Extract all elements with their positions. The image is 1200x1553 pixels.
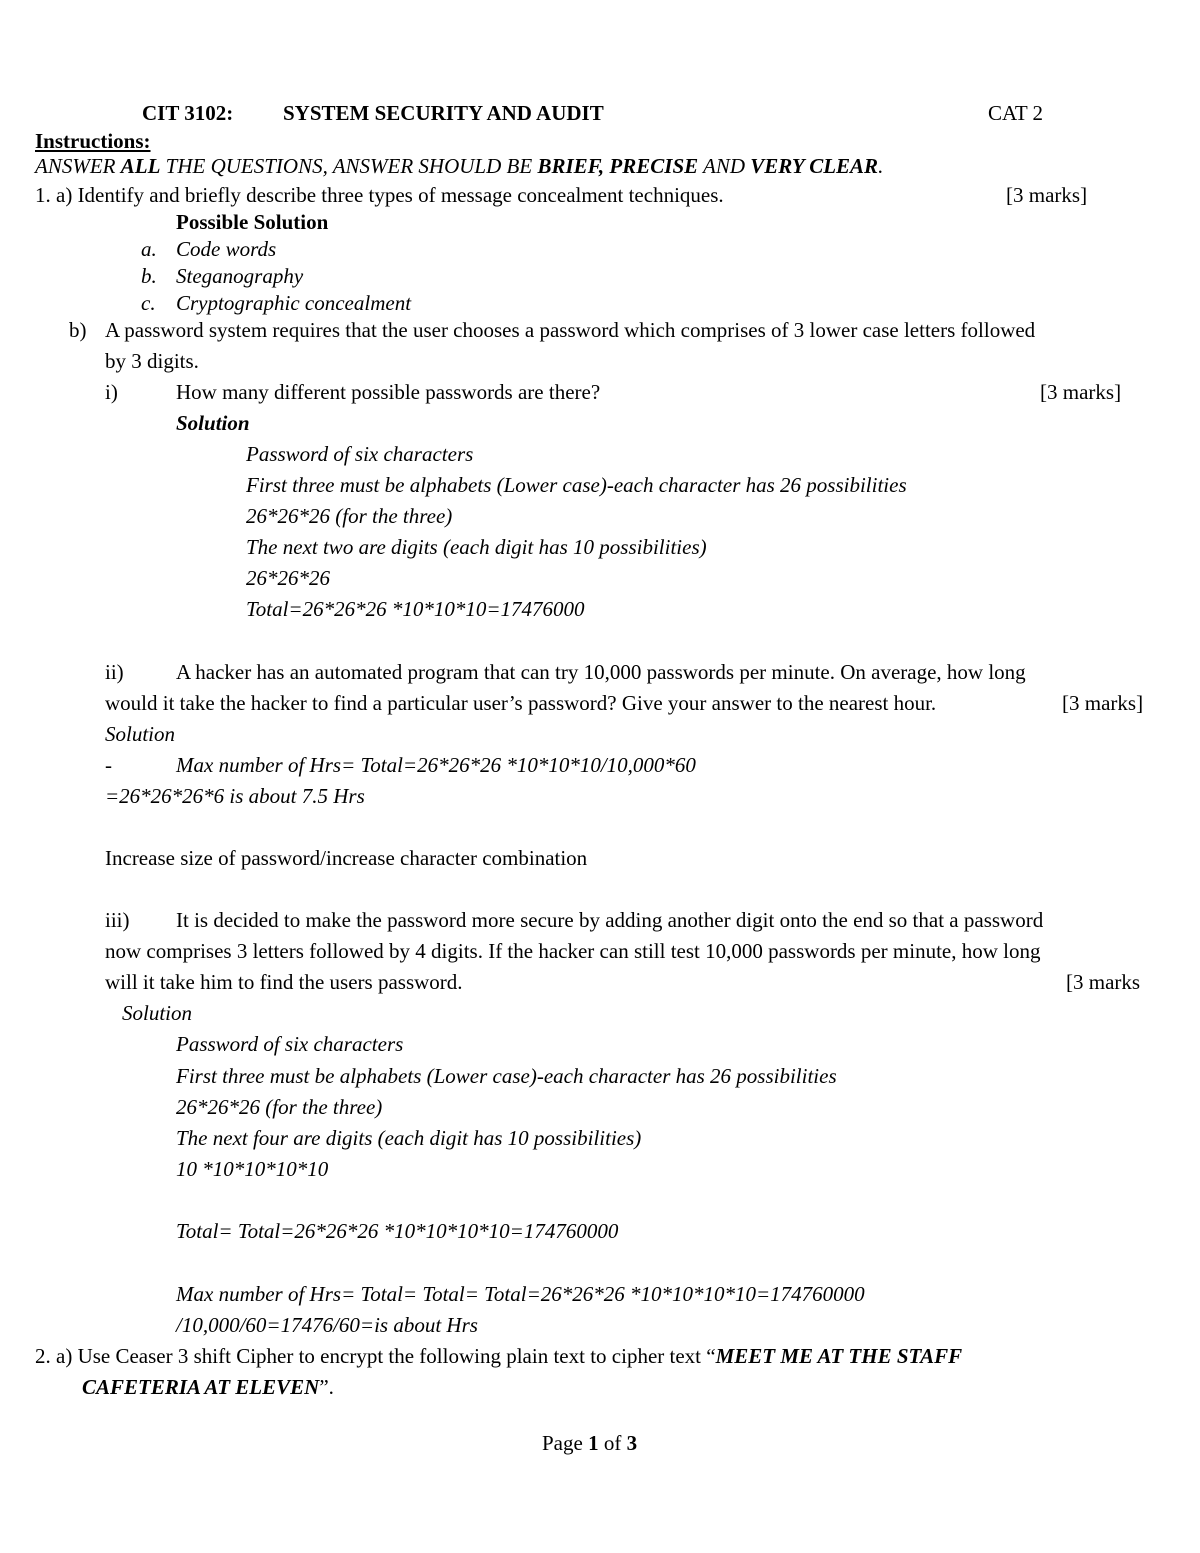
solution-line: Password of six characters — [176, 1032, 404, 1056]
question-1bii-line: would it take the hacker to find a particular user’s password? Give your answer to the nearest hour. — [105, 691, 937, 715]
question-2a: 2. a) Use Ceaser 3 shift Cipher to encrypt the following plain text to cipher text “MEET ME AT THE STAFF — [35, 1344, 963, 1368]
list-marker: a. — [141, 237, 157, 261]
question-1biii-line: It is decided to make the password more secure by adding another digit onto the end so that a password — [176, 908, 1044, 932]
question-1b-line: by 3 digits. — [105, 349, 199, 373]
solution-line: /10,000/60=17476/60=is about Hrs — [176, 1313, 478, 1337]
solution-line: Max number of Hrs= Total=26*26*26 *10*10*10/10,000*60 — [176, 753, 696, 777]
question-1bi-marker: i) — [105, 380, 118, 404]
solution-line: The next two are digits (each digit has 10 possibilities) — [246, 535, 707, 559]
question-1biii-marker: iii) — [105, 908, 130, 932]
question-1a-marks: [3 marks] — [1006, 183, 1088, 207]
question-1biii-line: will it take him to find the users password. — [105, 970, 463, 994]
list-marker: c. — [141, 291, 156, 315]
recommendation-line: Increase size of password/increase character combination — [105, 846, 588, 870]
bullet-dash: - — [105, 753, 112, 777]
instructions-text: ANSWER ALL THE QUESTIONS, ANSWER SHOULD BE BRIEF, PRECISE AND VERY CLEAR. — [35, 154, 884, 178]
course-title: SYSTEM SECURITY AND AUDIT — [283, 101, 604, 125]
course-code: CIT 3102: — [142, 101, 234, 125]
solution-heading: Solution — [122, 1001, 193, 1025]
question-1bi-marks: [3 marks] — [1040, 380, 1122, 404]
question-2a-continued: CAFETERIA AT ELEVEN”. — [82, 1375, 334, 1399]
list-item: Cryptographic concealment — [176, 291, 412, 315]
list-item: Code words — [176, 237, 277, 261]
question-1bii-marker: ii) — [105, 660, 124, 684]
solution-line: Total=26*26*26 *10*10*10=17476000 — [246, 597, 585, 621]
solution-line: 26*26*26 (for the three) — [176, 1095, 383, 1119]
question-1b-marker: b) — [69, 318, 87, 342]
question-1a: 1. a) Identify and briefly describe three types of message concealment techniques. — [35, 183, 724, 207]
solution-line: Max number of Hrs= Total= Total= Total=26*26*26 *10*10*10*10=174760000 — [176, 1282, 865, 1306]
question-1biii-marks: [3 marks — [1066, 970, 1141, 994]
assessment-label: CAT 2 — [988, 101, 1044, 125]
solution-line: 10 *10*10*10*10 — [176, 1157, 329, 1181]
solution-total: Total= Total=26*26*26 *10*10*10*10=174760000 — [176, 1219, 619, 1243]
question-1b-line: A password system requires that the user chooses a password which comprises of 3 lower case letters followed — [105, 318, 1036, 342]
solution-line: 26*26*26 (for the three) — [246, 504, 453, 528]
list-marker: b. — [141, 264, 157, 288]
solution-line: First three must be alphabets (Lower case)-each character has 26 possibilities — [176, 1064, 837, 1088]
list-item: Steganography — [176, 264, 304, 288]
solution-line: Password of six characters — [246, 442, 474, 466]
solution-line: The next four are digits (each digit has 10 possibilities) — [176, 1126, 642, 1150]
question-1bii-line: A hacker has an automated program that can try 10,000 passwords per minute. On average, how long — [176, 660, 1026, 684]
solution-heading: Solution — [105, 722, 176, 746]
page-number: Page 1 of 3 — [542, 1431, 638, 1455]
possible-solution-heading: Possible Solution — [176, 210, 329, 234]
solution-heading: Solution — [176, 411, 250, 435]
question-1biii-line: now comprises 3 letters followed by 4 digits. If the hacker can still test 10,000 passwords per minute, how long — [105, 939, 1041, 963]
solution-line: 26*26*26 — [246, 566, 330, 590]
question-1bi-text: How many different possible passwords are there? — [176, 380, 601, 404]
solution-line: =26*26*26*6 is about 7.5 Hrs — [105, 784, 365, 808]
question-1bii-marks: [3 marks] — [1062, 691, 1144, 715]
solution-line: First three must be alphabets (Lower case)-each character has 26 possibilities — [246, 473, 907, 497]
instructions-heading: Instructions: — [35, 129, 151, 153]
